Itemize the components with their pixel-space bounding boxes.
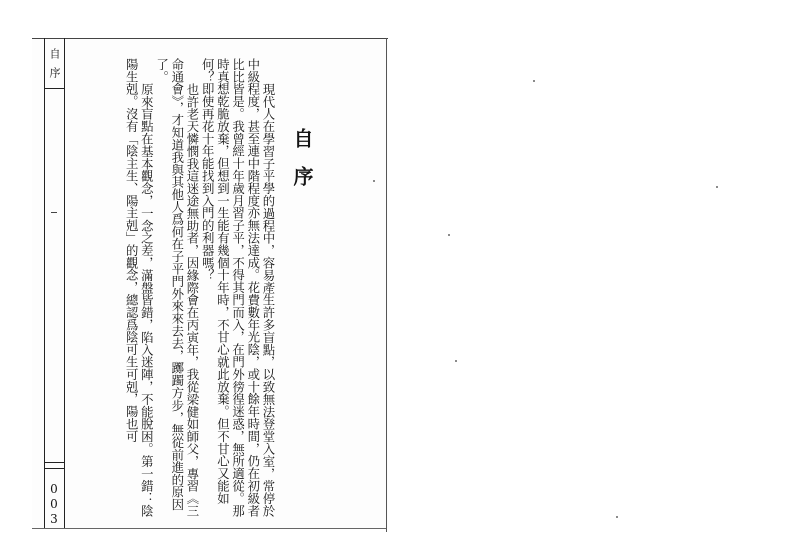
scan-speck xyxy=(448,234,450,236)
paragraph: 原來盲點在基本觀念，一念之差，滿盤皆錯，陷入迷陣，不能脫困。第一錯：陰陽生剋。沒有「陰主生、陽主剋」的觀念，總認爲陰可生可剋，陽也可 xyxy=(124,58,155,517)
scan-speck xyxy=(616,516,618,518)
margin-title-rule xyxy=(44,88,65,89)
margin-section-title: 自序 xyxy=(48,48,61,86)
margin-number-rule-top xyxy=(44,462,65,463)
margin-number-rule xyxy=(44,468,65,469)
scan-speck xyxy=(455,360,457,362)
scan-speck xyxy=(716,186,718,188)
margin-mark xyxy=(51,212,57,213)
paragraph: 現代人在學習子平學的過程中，容易產生許多盲點，以致無法登堂入室，常停於中級程度，甚至連中階程度亦無法達成。花費數年光陰，或十餘年時間，仍在初級者比比皆是。我曾經十年歲月習子平，不得其門而入，在門外徬徨迷惑，無所適從。那時真想乾脆放棄，但想到一生能有幾個十年時，不甘心就此放棄。但不甘心又能如何？即使再花十年能找到入門的利器嗎？ xyxy=(200,58,276,517)
margin-left-rule xyxy=(44,38,45,528)
page-right-edge xyxy=(386,38,387,532)
page-number: 003 xyxy=(47,482,61,527)
body-text xyxy=(80,58,276,522)
page-top-edge xyxy=(32,38,388,39)
scan-speck xyxy=(533,80,535,82)
margin-column xyxy=(44,38,65,528)
scan-speck xyxy=(373,180,375,182)
page-bottom-edge xyxy=(32,528,386,529)
paragraph: 也許老天憐憫我這迷途無助者，因緣際會在丙寅年，我從梁健如師父，專習《三命通會》，才知道我與其他人爲何在子平門外來來去去，躑躅方步，無從前進的原因了。 xyxy=(154,58,200,517)
page-heading: 自序 xyxy=(290,128,314,204)
